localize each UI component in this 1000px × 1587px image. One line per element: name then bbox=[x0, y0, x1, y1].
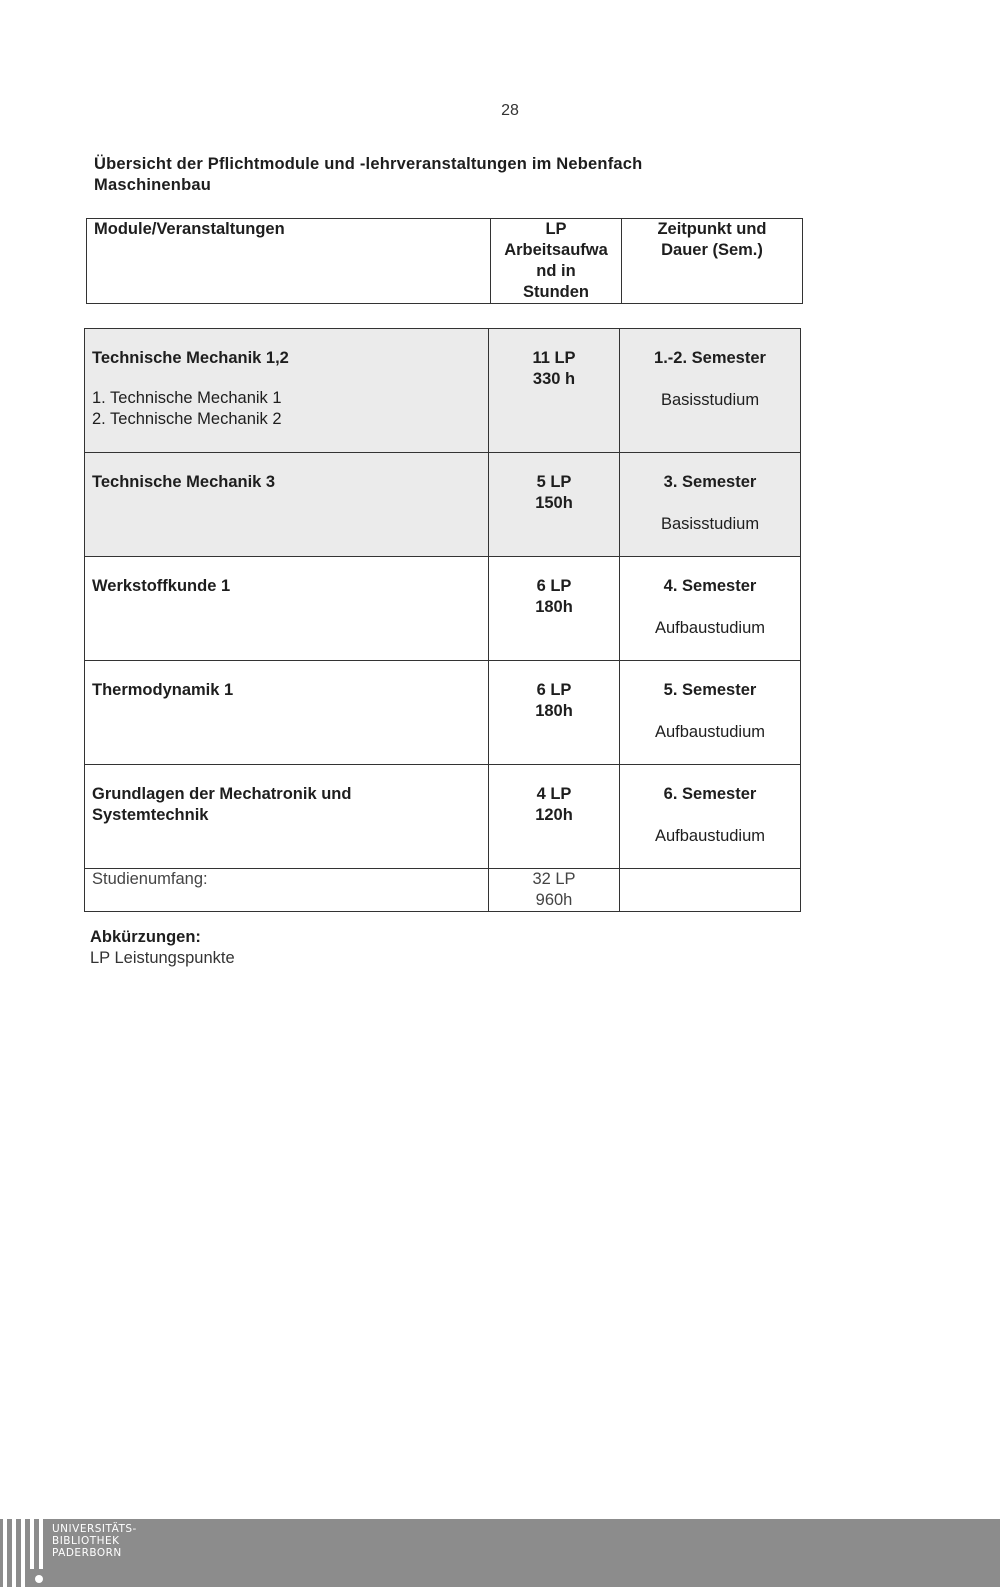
total-values bbox=[489, 869, 620, 912]
lp-cell bbox=[489, 661, 620, 765]
header-lp bbox=[491, 219, 622, 304]
module-name: Grundlagen der Mechatronik und bbox=[92, 785, 352, 803]
module-cell bbox=[85, 557, 489, 661]
header-modules: Module/Veranstaltungen bbox=[87, 219, 491, 304]
logo-line: PADERBORN bbox=[52, 1547, 122, 1559]
timing-cell bbox=[620, 329, 801, 453]
lp-value: 11 LP bbox=[532, 349, 576, 367]
header-lp-line: nd in bbox=[536, 262, 576, 280]
total-lp: 32 LP bbox=[532, 870, 576, 888]
library-footer-bar bbox=[0, 1519, 1000, 1587]
module-table bbox=[84, 328, 801, 912]
phase-value: Aufbaustudium bbox=[654, 619, 766, 637]
lp-cell bbox=[489, 329, 620, 453]
hours-value: 120h bbox=[535, 806, 573, 824]
document-title bbox=[94, 154, 794, 196]
timing-cell bbox=[620, 557, 801, 661]
module-name: Werkstoffkunde 1 bbox=[92, 577, 231, 595]
hours-value: 330 h bbox=[532, 370, 576, 388]
semester-value: 1.-2. Semester bbox=[654, 349, 766, 367]
lp-value: 4 LP bbox=[536, 785, 572, 803]
module-name: Technische Mechanik 1,2 bbox=[92, 349, 289, 367]
title-line-1: Übersicht der Pflichtmodule und -lehrveranstaltungen im Nebenfach bbox=[94, 155, 643, 173]
total-hours: 960h bbox=[535, 891, 573, 909]
timing-cell bbox=[620, 661, 801, 765]
phase-value: Basisstudium bbox=[660, 391, 760, 409]
lp-cell bbox=[489, 557, 620, 661]
module-sub-item: 1. Technische Mechanik 1 bbox=[92, 389, 282, 407]
timing-cell bbox=[620, 453, 801, 557]
lp-value: 6 LP bbox=[536, 681, 572, 699]
lp-cell bbox=[489, 453, 620, 557]
header-lp-line: LP bbox=[545, 220, 567, 238]
table-row bbox=[85, 329, 801, 453]
page-number: 28 bbox=[501, 102, 519, 119]
phase-value: Basisstudium bbox=[660, 515, 760, 533]
phase-value: Aufbaustudium bbox=[654, 827, 766, 845]
timing-cell bbox=[620, 765, 801, 869]
header-timing-line: Dauer (Sem.) bbox=[661, 241, 763, 259]
table-row bbox=[85, 557, 801, 661]
header-timing-line: Zeitpunkt und bbox=[657, 220, 767, 238]
module-name: Thermodynamik 1 bbox=[92, 681, 234, 699]
library-logo-text bbox=[52, 1523, 137, 1559]
logo-line: BIBLIOTHEK bbox=[52, 1535, 120, 1547]
abbreviations-text: LP Leistungspunkte bbox=[90, 949, 235, 967]
module-name: Systemtechnik bbox=[92, 806, 209, 824]
module-name: Technische Mechanik 3 bbox=[92, 473, 276, 491]
semester-value: 3. Semester bbox=[663, 473, 757, 491]
lp-cell bbox=[489, 765, 620, 869]
module-cell bbox=[85, 329, 489, 453]
header-lp-line: Stunden bbox=[523, 283, 589, 301]
lp-value: 5 LP bbox=[536, 473, 572, 491]
phase-value: Aufbaustudium bbox=[654, 723, 766, 741]
semester-value: 6. Semester bbox=[663, 785, 757, 803]
table-row bbox=[85, 661, 801, 765]
logo-dot-icon bbox=[35, 1575, 43, 1583]
hours-value: 150h bbox=[535, 494, 573, 512]
semester-value: 5. Semester bbox=[663, 681, 757, 699]
module-cell bbox=[85, 765, 489, 869]
module-cell bbox=[85, 453, 489, 557]
table-row bbox=[85, 453, 801, 557]
module-cell bbox=[85, 661, 489, 765]
hours-value: 180h bbox=[535, 598, 573, 616]
title-line-2: Maschinenbau bbox=[94, 176, 212, 194]
abbreviations-title: Abkürzungen: bbox=[90, 928, 201, 946]
header-timing bbox=[622, 219, 803, 304]
semester-value: 4. Semester bbox=[663, 577, 757, 595]
logo-line: UNIVERSITÄTS- bbox=[52, 1523, 137, 1535]
lp-value: 6 LP bbox=[536, 577, 572, 595]
total-empty-cell bbox=[620, 869, 801, 912]
hours-value: 180h bbox=[535, 702, 573, 720]
module-sub-item: 2. Technische Mechanik 2 bbox=[92, 410, 282, 428]
header-table bbox=[86, 218, 803, 304]
module-sub-list bbox=[92, 388, 488, 430]
table-row bbox=[85, 765, 801, 869]
total-label: Studienumfang: bbox=[85, 869, 489, 912]
total-row bbox=[85, 869, 801, 912]
header-lp-line: Arbeitsaufwa bbox=[504, 241, 608, 259]
